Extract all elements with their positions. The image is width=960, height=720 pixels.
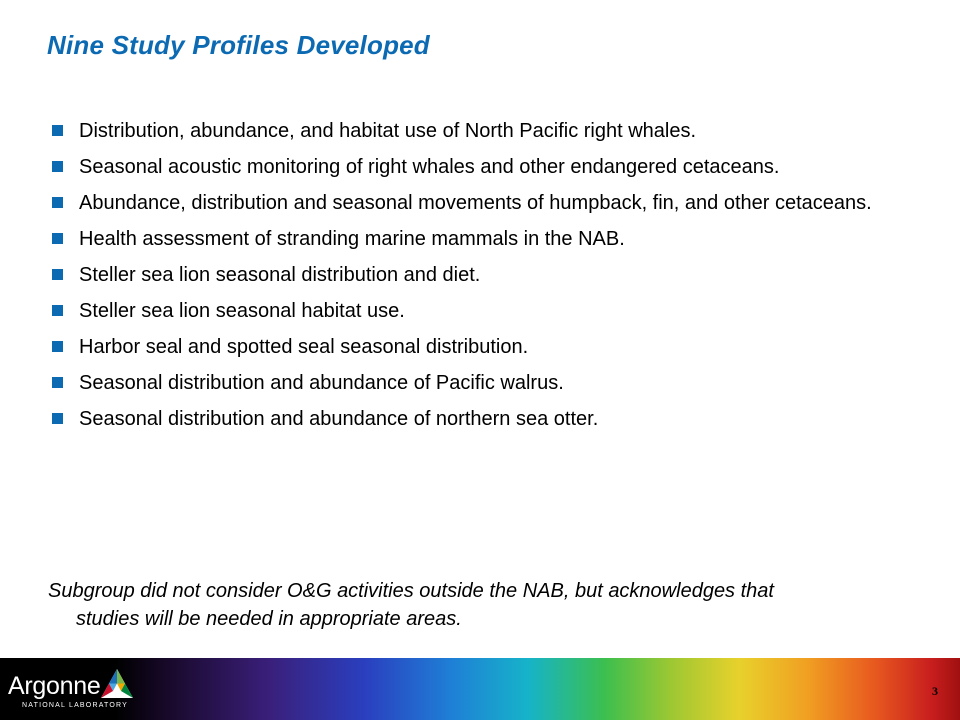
logo-subtitle: NATIONAL LABORATORY <box>22 702 129 709</box>
list-item <box>52 226 872 253</box>
list-item-text: Seasonal distribution and abundance of Pacific walrus. <box>79 372 564 394</box>
list-item-text: Distribution, abundance, and habitat use of North Pacific right whales. <box>79 120 697 142</box>
square-bullet-icon <box>52 233 63 244</box>
list-item <box>52 406 872 433</box>
list-item <box>52 190 872 217</box>
list-item <box>52 118 872 145</box>
list-item <box>52 370 872 397</box>
list-item-text: Health assessment of stranding marine mammals in the NAB. <box>79 228 625 250</box>
square-bullet-icon <box>52 125 63 136</box>
footer-bar <box>0 658 960 720</box>
list-item-text: Seasonal acoustic monitoring of right whales and other endangered cetaceans. <box>79 156 780 178</box>
logo-name: Argonne <box>8 672 101 700</box>
square-bullet-icon <box>52 305 63 316</box>
square-bullet-icon <box>52 377 63 388</box>
subgroup-note: Subgroup did not consider O&G activities outside the NAB, but acknowledges that studies will be needed in appropriate areas. <box>48 580 774 630</box>
argonne-logo <box>8 666 158 714</box>
page-number: 3 <box>932 684 938 698</box>
square-bullet-icon <box>52 269 63 280</box>
argonne-triangle-logo-icon <box>100 668 134 700</box>
list-item-text: Steller sea lion seasonal habitat use. <box>79 300 405 322</box>
list-item <box>52 334 872 361</box>
bullet-list <box>52 118 872 442</box>
list-item <box>52 298 872 325</box>
square-bullet-icon <box>52 341 63 352</box>
list-item-text: Steller sea lion seasonal distribution and diet. <box>79 264 481 286</box>
list-item <box>52 154 872 181</box>
square-bullet-icon <box>52 161 63 172</box>
slide-title: Nine Study Profiles Developed <box>47 30 430 60</box>
square-bullet-icon <box>52 197 63 208</box>
square-bullet-icon <box>52 413 63 424</box>
list-item-text: Abundance, distribution and seasonal movements of humpback, fin, and other cetaceans. <box>79 192 872 214</box>
list-item-text: Seasonal distribution and abundance of northern sea otter. <box>79 408 599 430</box>
list-item <box>52 262 872 289</box>
list-item-text: Harbor seal and spotted seal seasonal distribution. <box>79 336 529 358</box>
